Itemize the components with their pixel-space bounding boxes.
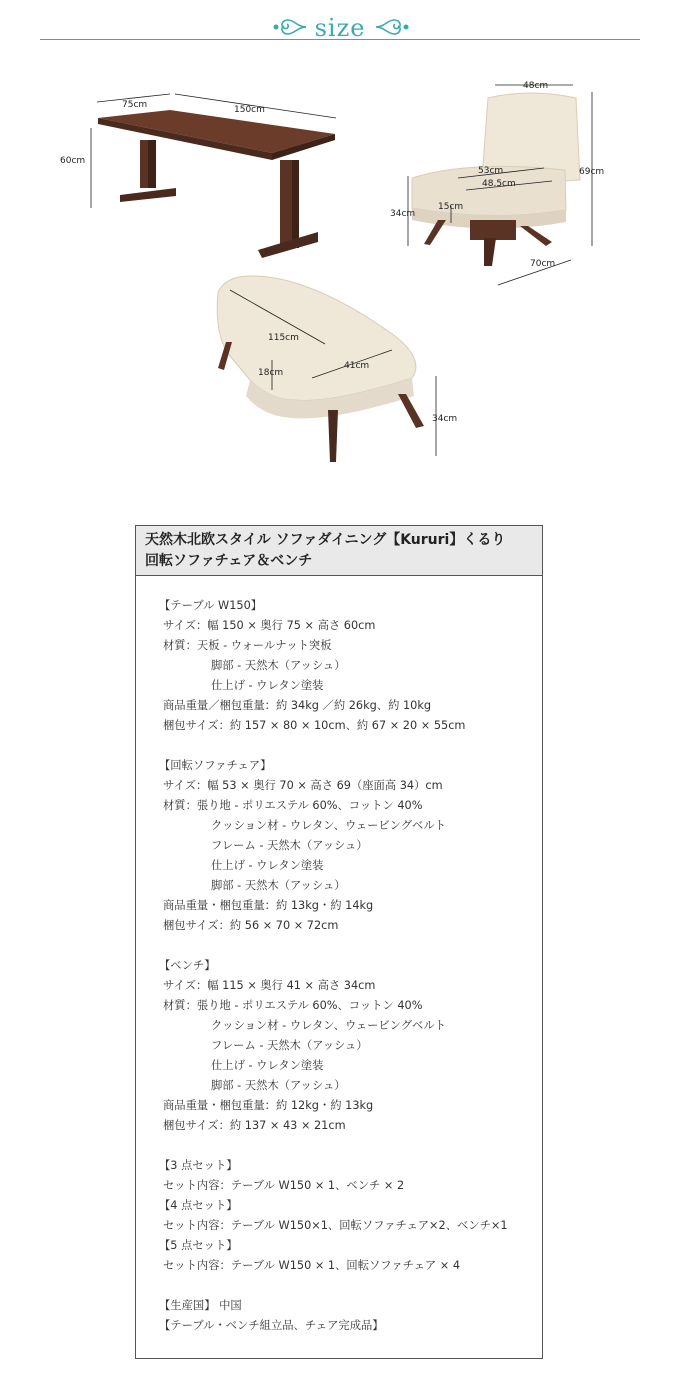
chair-heading: 【回転ソファチェア】 <box>159 759 272 772</box>
bench-depth-label: 41cm <box>344 361 370 371</box>
table-heading: 【テーブル W150】 <box>159 599 263 612</box>
chair-material-frame: フレーム - 天然木（アッシュ） <box>211 839 368 852</box>
set5-heading: 【5 点セット】 <box>159 1239 238 1252</box>
bench-size: サイズ：幅 115 × 奥行 41 × 高さ 34cm <box>163 979 376 992</box>
assembly-note: 【テーブル・ベンチ組立品、チェア完成品】 <box>159 1319 384 1332</box>
furniture-illustrations <box>0 60 680 500</box>
bench-cushion-label: 18cm <box>258 368 284 378</box>
spec-title-line1: 天然木北欧スタイル ソファダイニング【Kururi】くるり <box>145 532 506 548</box>
chair-material-finish: 仕上げ - ウレタン塗装 <box>211 859 324 872</box>
bench-weight: 商品重量・梱包重量：約 12kg・約 13kg <box>163 1099 374 1112</box>
set5-content: セット内容：テーブル W150 × 1、回転ソファチェア × 4 <box>163 1259 461 1272</box>
page-title: size <box>314 14 366 42</box>
bench-illustration <box>217 276 457 462</box>
chair-weight: 商品重量・梱包重量：約 13kg・約 14kg <box>163 899 374 912</box>
spec-box <box>135 525 543 1359</box>
chair-top-width-label: 48cm <box>523 81 549 91</box>
chair-illustration <box>390 81 604 285</box>
chair-depth-label: 70cm <box>530 259 556 269</box>
size-header <box>0 0 680 50</box>
bench-height-label: 34cm <box>432 414 458 424</box>
bench-width-label: 115cm <box>268 333 299 343</box>
chair-material-cushion: クッション材 - ウレタン、ウェービングベルト <box>211 819 446 832</box>
flourish-right-icon <box>374 12 414 42</box>
bench-package-size: 梱包サイズ：約 137 × 43 × 21cm <box>163 1119 346 1132</box>
chair-package-size: 梱包サイズ：約 56 × 70 × 72cm <box>163 919 339 932</box>
bench-material-cushion: クッション材 - ウレタン、ウェービングベルト <box>211 1019 446 1032</box>
chair-material-leg: 脚部 - 天然木（アッシュ） <box>211 879 346 892</box>
table-size: サイズ：幅 150 × 奥行 75 × 高さ 60cm <box>163 619 376 632</box>
set4-heading: 【4 点セット】 <box>159 1199 238 1212</box>
chair-seat-width-label: 48.5cm <box>482 179 516 189</box>
table-height-label: 60cm <box>60 156 86 166</box>
chair-cushion-label: 15cm <box>438 202 464 212</box>
chair-material: 材質：張り地 - ポリエステル 60%、コットン 40% <box>163 799 423 812</box>
bench-heading: 【ベンチ】 <box>159 959 216 972</box>
set4-content: セット内容：テーブル W150×1、回転ソファチェア×2、ベンチ×1 <box>163 1219 508 1232</box>
table-width-label: 150cm <box>234 105 265 115</box>
table-illustration <box>60 94 336 258</box>
chair-size: サイズ：幅 53 × 奥行 70 × 高さ 69（座面高 34）cm <box>163 779 443 792</box>
chair-width-label: 53cm <box>478 166 504 176</box>
origin-country: 【生産国】 中国 <box>159 1299 242 1312</box>
table-weight: 商品重量／梱包重量：約 34kg ／約 26kg、約 10kg <box>163 699 432 712</box>
set3-heading: 【3 点セット】 <box>159 1159 238 1172</box>
table-package-size: 梱包サイズ：約 157 × 80 × 10cm、約 67 × 20 × 55cm <box>163 719 466 732</box>
spec-title-line2: 回転ソファチェア＆ベンチ <box>145 553 313 569</box>
table-material-finish: 仕上げ - ウレタン塗装 <box>211 679 324 692</box>
bench-material: 材質：張り地 - ポリエステル 60%、コットン 40% <box>163 999 423 1012</box>
spec-body <box>136 576 542 1336</box>
table-material: 材質：天板 - ウォールナット突板 <box>163 639 332 652</box>
set3-content: セット内容：テーブル W150 × 1、ベンチ × 2 <box>163 1179 405 1192</box>
spec-title <box>136 526 542 576</box>
chair-height-label: 69cm <box>579 167 605 177</box>
bench-material-frame: フレーム - 天然木（アッシュ） <box>211 1039 368 1052</box>
table-material-leg: 脚部 - 天然木（アッシュ） <box>211 659 346 672</box>
bench-material-finish: 仕上げ - ウレタン塗装 <box>211 1059 324 1072</box>
chair-seat-height-label: 34cm <box>390 209 416 219</box>
bench-material-leg: 脚部 - 天然木（アッシュ） <box>211 1079 346 1092</box>
table-depth-label: 75cm <box>122 100 148 110</box>
